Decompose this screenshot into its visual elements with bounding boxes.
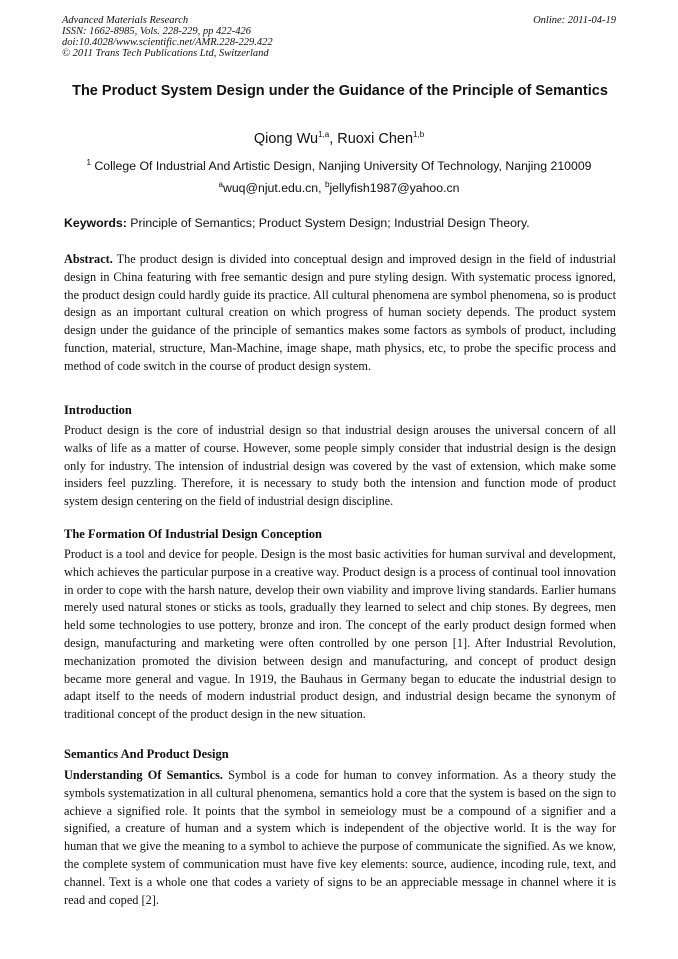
affiliation-text: College Of Industrial And Artistic Design, Nanjing University Of Technology, Nanjing 210009 [94, 159, 592, 173]
section-heading-formation: The Formation Of Industrial Design Conception [64, 527, 323, 541]
author-separator: , [329, 131, 334, 147]
understanding-text: Symbol is a code for human to convey information. As a theory study the symbols systematization in all cultural phenomena, semantics hold a core that the system is based on the sign to achieve a signified role. It points that the symbol in semeiology must be a compound of a signifier and a signified, a creature of human and a system which is independent of the objective world. It is the way for human that we give the meaning to a symbol to achieve the purpose of communicate the signified. As we know, the complete system of communication must have five key elements: source, audience, incoding rule, text, and channel. Text is a whole one that codes a variety of signs to be an appreciable message in channel where it is read and coped [2]. [64, 768, 617, 907]
abstract-label: Abstract. [64, 252, 113, 266]
paper-title: The Product System Design under the Guidance of the Principle of Semantics [72, 83, 608, 99]
keywords-label: Keywords: [64, 216, 127, 230]
email-address: wuq@njut.edu.cn, [222, 181, 322, 195]
email-superscript: b [324, 179, 330, 189]
abstract-text: The product design is divided into conceptual design and improved design in the field of industrial design in China featuring with free semantic design and pure styling design. With systematic process ignored, the product design could hardly guide its practice. All cultural phenomena are symbol phenomena, so is product design as an important cultural creation on which progress of human society depends. The product system design under the guidance of the principle of semantics makes some factors as symbols of product, including function, material, structure, Man-Machine, image shape, math physics, etc, to probe the specific process and method of code switch in the course of product design system. [64, 252, 616, 373]
issn-line: ISSN: 1662-8985, Vols. 228-229, pp 422-426 [62, 26, 251, 37]
author-superscript: 1,b [413, 130, 425, 140]
journal-name: Advanced Materials Research [62, 15, 189, 26]
author-name: Qiong Wu [253, 131, 319, 147]
author-emails [0, 180, 678, 196]
section-heading-introduction: Introduction [64, 403, 132, 417]
understanding-semantics-paragraph [64, 767, 616, 909]
copyright-line: © 2011 Trans Tech Publications Ltd, Switzerland [62, 48, 269, 59]
formation-paragraph: Product is a tool and device for people. Design is the most basic activities for human survival and development, which achieves the particular purpose in a creative way. Product design is a process of continual tool innovation in order to cope with the harsh nature, develop their own viability and improve living standards. Earlier humans merely used natural stones or sticks as tools, gradually they learned to select and chip stones. By degrees, men held some technologies to use pottery, bronze and iron. The concept of the early product design formed when design, manufacturing and marketing were often controlled by one person [1]. After Industrial Revolution, mechanization promoted the division between design and manufacturing, and concept of product design became more general and vague. In 1919, the Bauhaus in Germany began to educate the industrial design to adapt itself to the needs of modern industrial product design, and industrial design became the synonym of traditional concept of the product design in the new situation. [64, 547, 616, 722]
subsection-label: Understanding Of Semantics. [64, 768, 223, 782]
affiliation-number: 1 [86, 157, 91, 167]
author-list [0, 130, 678, 148]
section-heading-semantics: Semantics And Product Design [64, 747, 229, 761]
author-superscript: 1,a [318, 130, 330, 140]
online-date: Online: 2011-04-19 [533, 15, 616, 26]
keywords [64, 215, 616, 231]
email-address: jellyfish1987@yahoo.cn [329, 181, 460, 195]
introduction-paragraph: Product design is the core of industrial design so that industrial design arouses the universal concern of all walks of life as a matter of course. However, some people simply consider that industrial design is the design only for industry. The intension of industrial design was covered by the vast of extension, which make some insiders feel puzzling. Therefore, it is necessary to study both the intension and function mode of product system design centering on the field of industrial design discipline. [64, 423, 616, 509]
affiliation [0, 158, 678, 174]
email-superscript: a [218, 179, 223, 189]
journal-header [62, 15, 616, 59]
keywords-text: Principle of Semantics; Product System Design; Industrial Design Theory. [130, 216, 530, 230]
abstract [64, 251, 616, 376]
author-name: Ruoxi Chen [337, 131, 414, 147]
doi-line: doi:10.4028/www.scientific.net/AMR.228-229.422 [62, 37, 273, 48]
